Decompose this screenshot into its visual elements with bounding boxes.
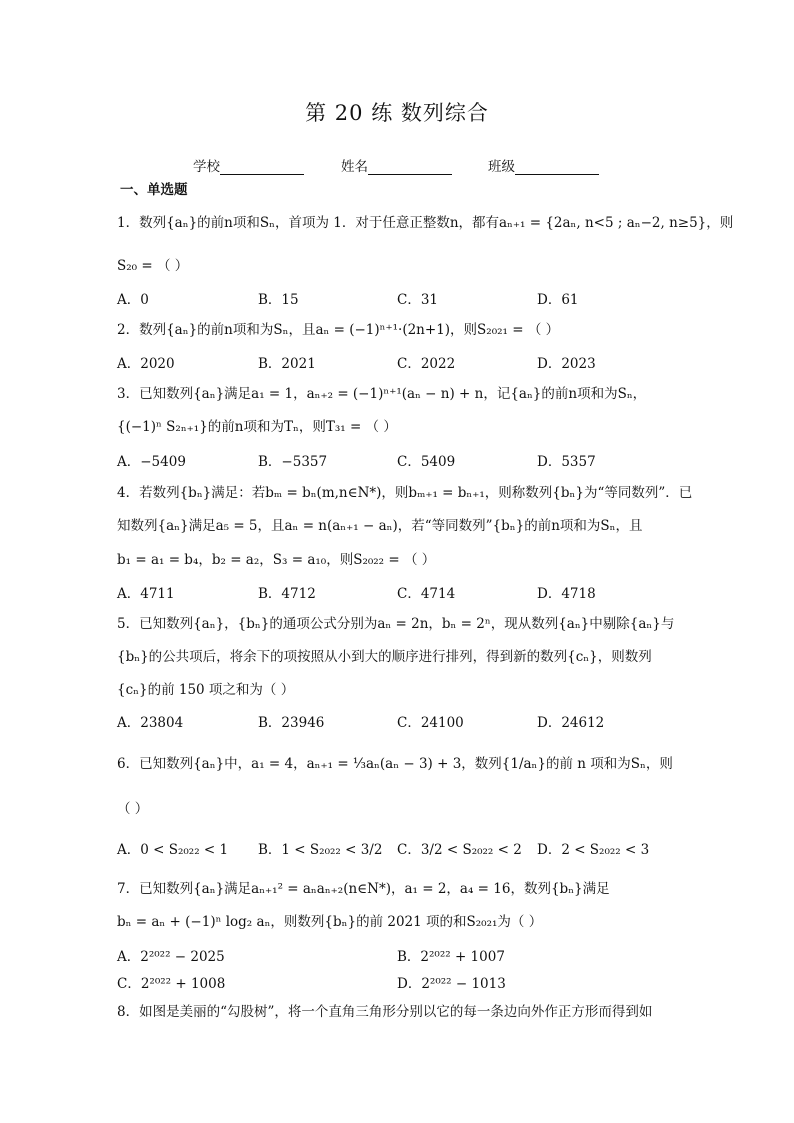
name-label: 姓名 [341,159,368,175]
question-2-text: 2．数列{aₙ}的前n项和为Sₙ，且aₙ = (−1)ⁿ⁺¹·(2n+1)，则S₂₀₂₁ = （ ） [117,322,560,338]
question-5-cont-2: {cₙ}的前 150 项之和为（ ） [117,682,295,698]
question-4-text: 4．若数列{bₙ}满足：若bₘ = bₙ(m,n∈N*)，则bₘ₊₁ = bₙ₊₁，则称数列{bₙ}为“等同数列”．已 [117,485,693,501]
q3-option-c[interactable]: C．5409 [397,454,456,470]
q4-option-c[interactable]: C．4714 [397,586,456,602]
q7-option-d[interactable]: D．2²⁰²² − 1013 [397,976,506,992]
question-5-cont-1: {bₙ}的公共项后，将余下的项按照从小到大的顺序进行排列，得到新的数列{cₙ}，则数列 [117,649,652,665]
class-field[interactable] [488,155,599,175]
q2-option-a[interactable]: A．2020 [117,356,175,372]
question-7-cont: bₙ = aₙ + (−1)ⁿ log₂ aₙ，则数列{bₙ}的前 2021 项的和S₂₀₂₁为（ ） [117,914,543,930]
name-blank[interactable] [368,160,452,175]
q6-option-c[interactable]: C．3/2 < S₂₀₂₂ < 2 [397,842,522,858]
school-label: 学校 [193,159,220,175]
q3-option-b[interactable]: B．−5357 [258,454,328,470]
q7-option-b[interactable]: B．2²⁰²² + 1007 [397,949,505,965]
question-3-cont: {(−1)ⁿ S₂ₙ₊₁}的前n项和为Tₙ，则T₃₁ = （ ） [117,419,397,435]
q4-option-a[interactable]: A．4711 [117,586,175,602]
q2-option-b[interactable]: B．2021 [258,356,316,372]
question-8-text: 8．如图是美丽的“勾股树”，将一个直角三角形分别以它的每一条边向外作正方形而得到如 [117,1004,653,1020]
q6-option-b[interactable]: B．1 < S₂₀₂₂ < 3/2 [258,842,383,858]
question-6-text: 6．已知数列{aₙ}中，a₁ = 4，aₙ₊₁ = ⅓aₙ(aₙ − 3) + 3，数列{1/aₙ}的前 n 项和为Sₙ，则 [117,756,673,772]
question-4-cont-2: b₁ = a₁ = b₄，b₂ = a₂，S₃ = a₁₀，则S₂₀₂₂ = （ ） [117,552,436,568]
question-3-text: 3．已知数列{aₙ}满足a₁ = 1，aₙ₊₂ = (−1)ⁿ⁺¹(aₙ − n) + n，记{aₙ}的前n项和为Sₙ， [117,386,647,402]
question-1-text: 1．数列{aₙ}的前n项和Sₙ，首项为 1．对于任意正整数n，都有aₙ₊₁ = {2aₙ, n<5 ; aₙ−2, n≥5}，则 [117,215,734,231]
name-field[interactable] [341,155,452,175]
q2-option-c[interactable]: C．2022 [397,356,456,372]
q1-option-d[interactable]: D．61 [537,292,579,308]
q2-option-d[interactable]: D．2023 [537,356,596,372]
q5-option-b[interactable]: B．23946 [258,715,325,731]
q6-option-d[interactable]: D．2 < S₂₀₂₂ < 3 [537,842,650,858]
question-7-text: 7．已知数列{aₙ}满足aₙ₊₁² = aₙaₙ₊₂(n∈N*)，a₁ = 2，a₄ = 16，数列{bₙ}满足 [117,881,610,897]
school-field[interactable] [193,155,304,175]
q1-option-c[interactable]: C．31 [397,292,439,308]
q4-option-b[interactable]: B．4712 [258,586,316,602]
q1-option-a[interactable]: A．0 [117,292,149,308]
question-4-cont-1: 知数列{aₙ}满足a₅ = 5，且aₙ = n(aₙ₊₁ − aₙ)，若“等同数列”{bₙ}的前n项和为Sₙ，且 [117,518,643,534]
class-label: 班级 [488,159,515,175]
page-title: 第 20 练 数列综合 [305,101,489,125]
question-5-text: 5．已知数列{aₙ}，{bₙ}的通项公式分别为aₙ = 2n，bₙ = 2ⁿ，现从数列{aₙ}中剔除{aₙ}与 [117,616,675,632]
q5-option-d[interactable]: D．24612 [537,715,605,731]
q4-option-d[interactable]: D．4718 [537,586,596,602]
q3-option-a[interactable]: A．−5409 [117,454,186,470]
q7-option-a[interactable]: A．2²⁰²² − 2025 [117,949,225,965]
q5-option-a[interactable]: A．23804 [117,715,184,731]
question-6-cont: （ ） [117,801,149,817]
question-1-cont: S₂₀ = （ ） [117,258,189,274]
q3-option-d[interactable]: D．5357 [537,454,596,470]
q1-option-b[interactable]: B．15 [258,292,299,308]
q7-option-c[interactable]: C．2²⁰²² + 1008 [117,976,226,992]
q6-option-a[interactable]: A．0 < S₂₀₂₂ < 1 [117,842,229,858]
section-heading: 一、单选题 [120,182,188,198]
class-blank[interactable] [515,160,599,175]
school-blank[interactable] [220,160,304,175]
q5-option-c[interactable]: C．24100 [397,715,464,731]
